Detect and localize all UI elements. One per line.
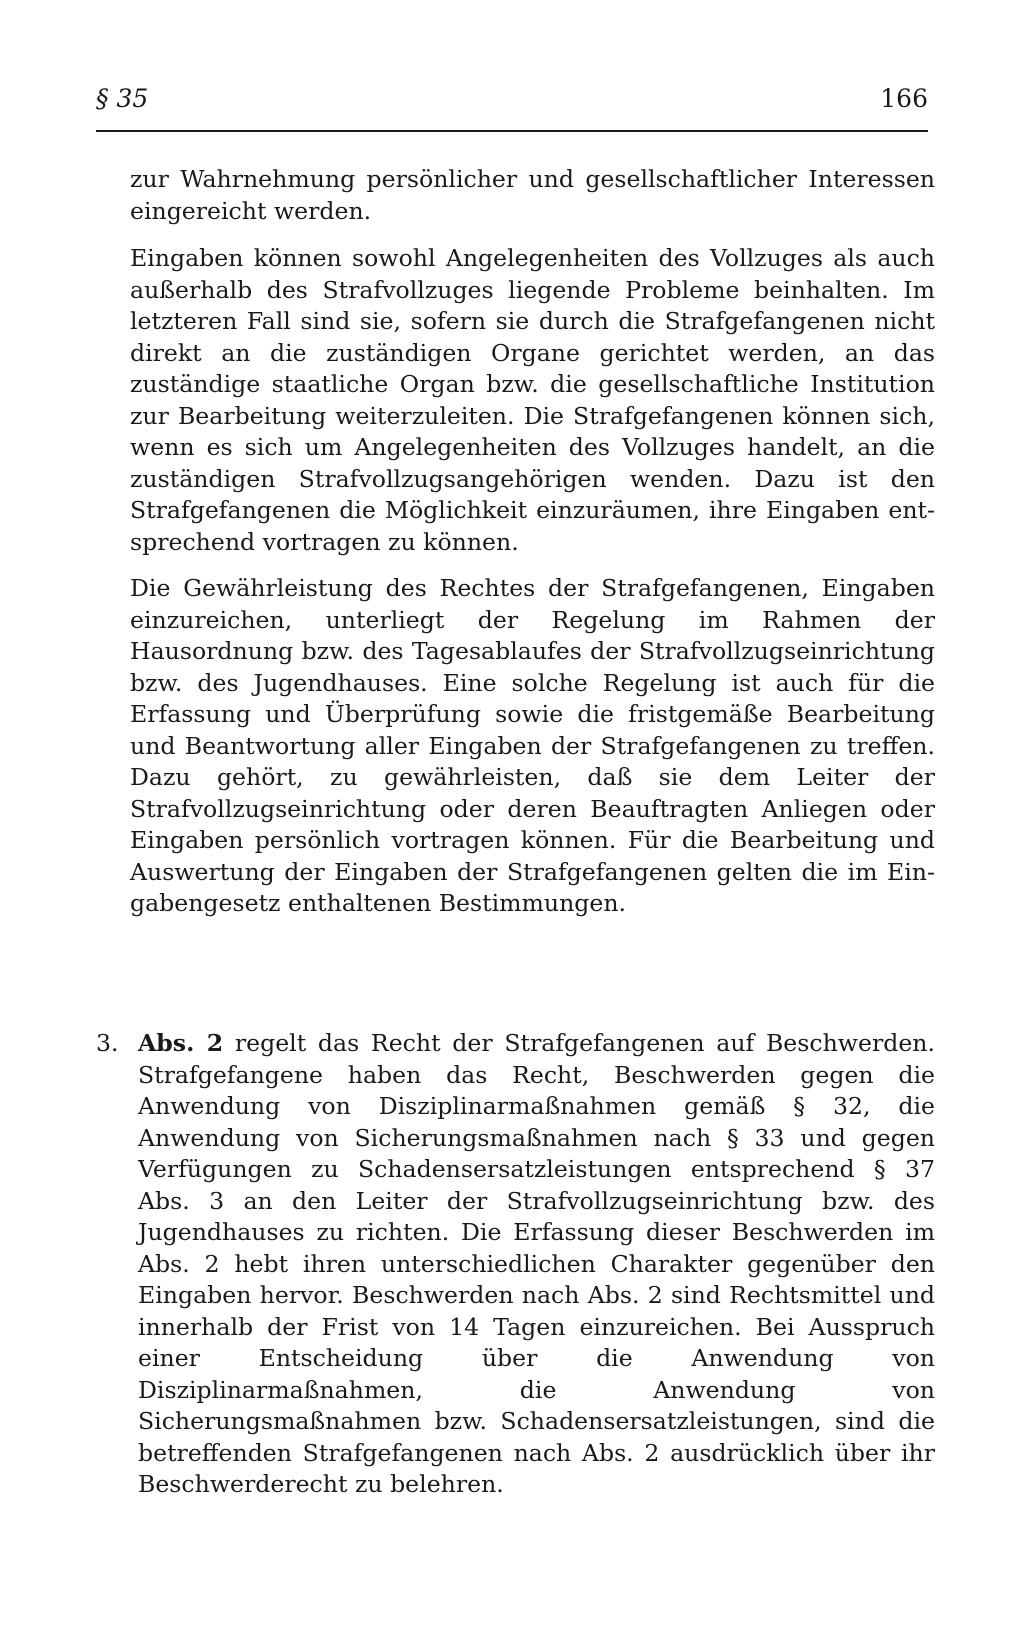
paragraph-eingaben-content: Eingaben können sowohl Angelegenheiten des Vollzuges als auch außerhalb des Strafvollzuges liegende Probleme beinhalten. Im letzteren Fall sind sie, sofern sie durch die Strafgefangenen nicht direkt an die zuständigen Organe gerichtet werden, an das zuständige staatliche Organ bzw. die gesellschaftliche Institution zur Bearbeitung weiterzuleiten. Die Strafgefangenen können sich, wenn es sich um Angelegenheiten des Vollzuges handelt, an die zuständigen Strafvollzugsangehörigen wenden. Dazu ist den Strafgefangenen die Möglichkeit einzuräumen, ihre Eingaben entsprechend vortragen zu können. — [130, 244, 935, 556]
commentary-body — [130, 164, 935, 920]
page-number: 166 — [880, 84, 928, 113]
item-3-body: regelt das Recht der Strafgefangenen auf Beschwerden. Strafgefangene haben das Recht, Beschwerden gegen die Anwendung von Disziplinarmaßnahmen gemäß § 32, die Anwendung von Sicherungsmaßnahmen nach § 33 und gegen Verfügungen zu Schadensersatzleistungen entsprechend § 37 Abs. 3 an den Leiter der Strafvollzugseinrichtung bzw. des Jugendhauses zu richten. Die Erfassung dieser Beschwerden im Abs. 2 hebt ihren unterschiedlichen Charakter gegenüber den Eingaben hervor. Beschwerden nach Abs. 2 sind Rechtsmittel und innerhalb der Frist von 14 Tagen einzureichen. Bei Ausspruch einer Entscheidung über die Anwendung von Disziplinarmaßnahmen, die Anwendung von Sicherungsmaßnahmen bzw. Schadensersatzleistungen, sind die betreffenden Strafgefangenen nach Abs. 2 ausdrücklich über ihr Beschwerderecht zu belehren. — [138, 1029, 935, 1498]
item-3-text — [138, 1028, 935, 1501]
item-3-lead: Abs. 2 — [138, 1029, 224, 1057]
running-head — [96, 84, 928, 120]
paragraph-continuation: zur Wahrnehmung persönlicher und gesellschaftlicher Interessen eingereicht werden. — [130, 165, 935, 225]
section-marker: § 35 — [96, 84, 149, 113]
paragraph-gewaehrleistung: Die Gewährleistung des Rechtes der Strafgefangenen, Eingaben einzureichen, unterliegt der Regelung im Rahmen der Hausordnung bzw. des Tagesablaufes der Strafvollzugseinrichtung bzw. des Jugendhauses. Eine solche Regelung ist auch für die Erfassung und Überprüfung sowie die fristgemäße Bearbeitung und Beantwortung aller Eingaben der Strafgefangenen zu treffen. Dazu gehört, zu gewährleisten, daß sie dem Leiter der Strafvollzugseinrichtung oder deren Beauftragten Anliegen oder Eingaben persönlich vortragen können. Für die Bearbeitung und Auswertung der Eingaben der Strafgefangenen gelten die im Eingabengesetz enthaltenen Bestimmungen. — [130, 574, 935, 917]
header-rule — [96, 130, 928, 132]
item-number: 3. — [96, 1029, 119, 1057]
item-3-paragraph — [138, 1028, 935, 1501]
